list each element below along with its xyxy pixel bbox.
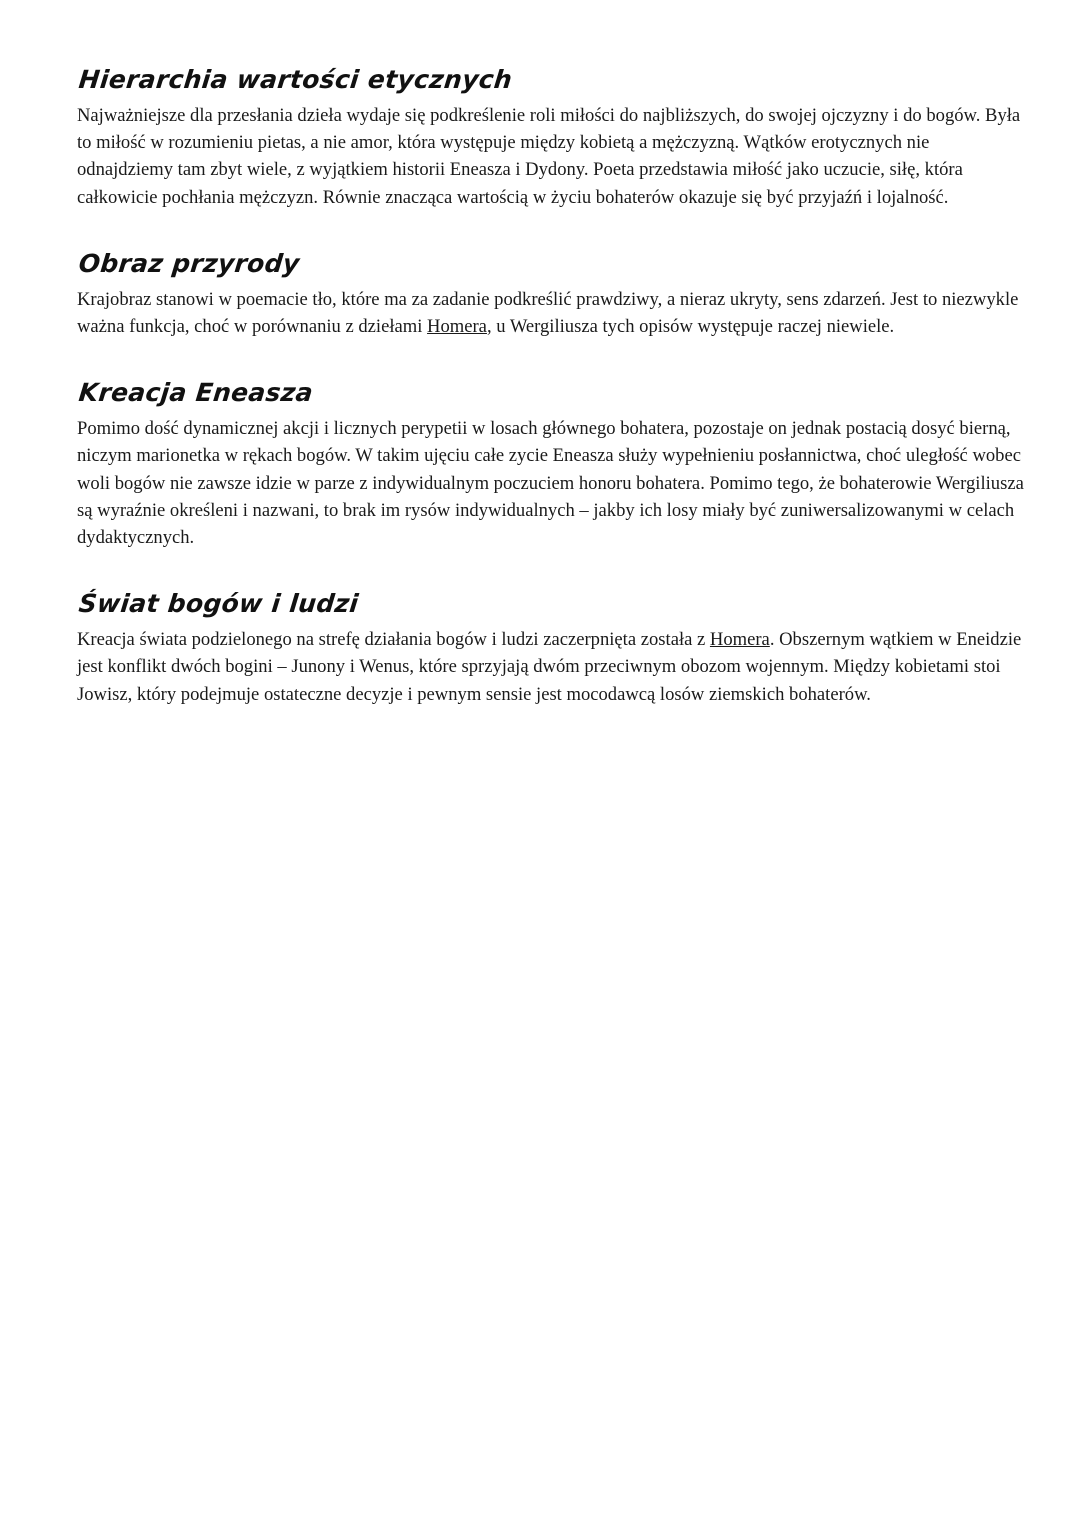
homer-link[interactable]: Homera bbox=[427, 316, 487, 338]
section-heading: Hierarchia wartości etycznych bbox=[77, 65, 514, 94]
paragraph-text: Krajobraz stanowi w poemacie tło, które ma za zadanie podkreślić prawdziwy, a nieraz ukryty, sens zdarzeń. Jest to niezwykle ważna funkcja, choć w porównaniu z dziełami bbox=[77, 288, 1019, 338]
paragraph-text: . Obszernym wątkiem w Eneidzie jest konflikt dwóch bogini – Junony i Wenus, które sprzyjają dwóm przeciwnym obozom wojennym. Między kobietami stoi Jowisz, który podejmuje ostateczne decyzje i pewnym sensie jest mocodawcą losów ziemskich bohaterów. bbox=[77, 629, 1022, 705]
section-obraz-przyrody bbox=[77, 246, 1027, 340]
section-swiat-bogow bbox=[77, 586, 1027, 708]
section-paragraph bbox=[77, 626, 1027, 708]
section-hierarchia bbox=[77, 62, 1027, 211]
section-paragraph: Najważniejsze dla przesłania dzieła wydaje się podkreślenie roli miłości do najbliższych, do swojej ojczyzny i do bogów. Była to miłość w rozumieniu pietas, a nie amor, która występuje między kobietą a mężczyzną. Wątków erotycznych nie odnajdziemy tam zbyt wiele, z wyjątkiem historii Eneasza i Dydony. Poeta przedstawia miłość jako uczucie, siłę, która całkowicie pochłania mężczyzn. Równie znacząca wartością w życiu bohaterów okazuje się być przyjaźń i lojalność. bbox=[77, 105, 1021, 208]
section-paragraph: Pomimo dość dynamicznej akcji i licznych perypetii w losach głównego bohatera, pozostaje on jednak postacią dosyć bierną, niczym marionetka w rękach bogów. W takim ujęciu całe zycie Eneasza służy wypełnieniu posłannictwa, choć uległość wobec woli bogów nie zawsze idzie w parze z indywidualnym poczuciem honoru bohatera. Pomimo tego, że bohaterowie Wergiliusza są wyraźnie określeni i nazwani, to brak im rysów indywidualnych – jakby ich losy miały być zuniwersalizowanymi w celach dydaktycznych. bbox=[77, 418, 1024, 549]
document-page bbox=[77, 62, 1027, 708]
section-kreacja-eneasza bbox=[77, 375, 1027, 551]
paragraph-text: , u Wergiliusza tych opisów występuje raczej niewiele. bbox=[486, 316, 895, 338]
section-heading: Kreacja Eneasza bbox=[77, 378, 315, 408]
section-heading: Świat bogów i ludzi bbox=[77, 589, 360, 619]
section-heading: Obraz przyrody bbox=[77, 248, 302, 278]
section-paragraph bbox=[77, 286, 1027, 340]
homer-link[interactable]: Homera bbox=[709, 629, 770, 651]
paragraph-text: Kreacja świata podzielonego na strefę działania bogów i ludzi zaczerpnięta została z bbox=[77, 629, 710, 651]
